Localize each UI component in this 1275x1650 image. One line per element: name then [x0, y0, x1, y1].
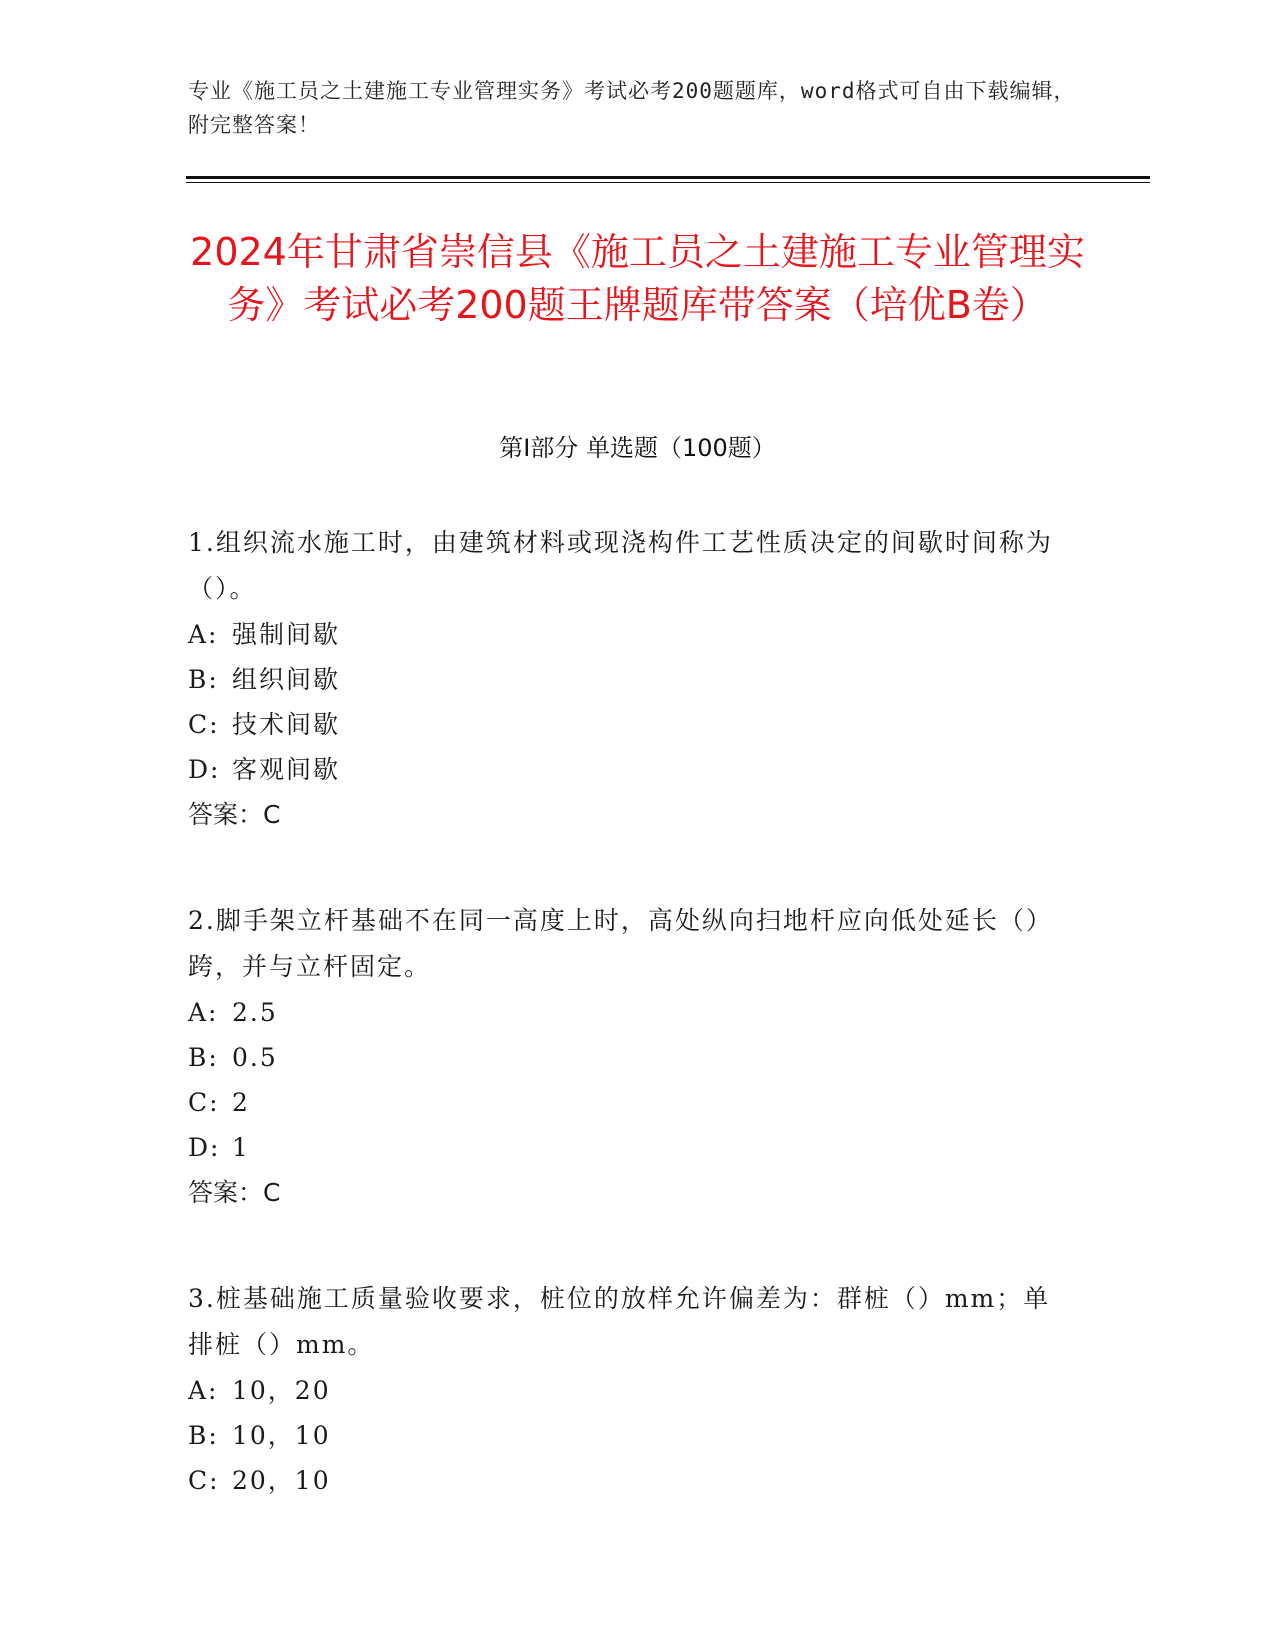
- option-letter: B:: [188, 665, 219, 694]
- option-text: 20，10: [232, 1466, 331, 1495]
- option-letter: B:: [188, 1421, 219, 1450]
- option-b: [188, 1035, 1068, 1080]
- option-letter: D:: [188, 755, 221, 784]
- option-text: 客观间歇: [232, 755, 341, 784]
- question-text: 3.桩基础施工质量验收要求，桩位的放样允许偏差为：群桩（）mm；单排桩（）mm。: [188, 1284, 1051, 1359]
- option-text: 0.5: [232, 1043, 278, 1072]
- question-2: [188, 898, 1068, 1216]
- option-a: [188, 990, 1068, 1035]
- answer-line: 答案：C: [188, 800, 281, 829]
- option-letter: D:: [188, 1133, 221, 1162]
- option-b: [188, 1413, 1068, 1458]
- question-text: 1.组织流水施工时，由建筑材料或现浇构件工艺性质决定的间歇时间称为（）。: [188, 528, 1053, 603]
- question-spacer: [188, 838, 1068, 898]
- option-a: [188, 1368, 1068, 1413]
- option-d: [188, 1125, 1068, 1170]
- option-letter: C:: [188, 1088, 220, 1117]
- option-text: 强制间歇: [232, 620, 341, 649]
- option-c: [188, 702, 1068, 747]
- option-letter: B:: [188, 1043, 219, 1072]
- option-letter: A:: [188, 998, 219, 1027]
- answer-line: 答案：C: [188, 1178, 281, 1207]
- question-1: [188, 520, 1068, 838]
- option-text: 2.5: [232, 998, 278, 1027]
- option-letter: A:: [188, 1376, 219, 1405]
- question-text: 2.脚手架立杆基础不在同一高度上时，高处纵向扫地杆应向低处延长（）跨，并与立杆固定。: [188, 906, 1053, 981]
- question-list: [188, 520, 1068, 1503]
- header-note: 专业《施工员之土建施工专业管理实务》考试必考200题题库，word格式可自由下载编辑，附完整答案！: [188, 79, 1076, 137]
- option-text: 2: [232, 1088, 250, 1117]
- option-text: 组织间歇: [232, 665, 341, 694]
- option-letter: A:: [188, 620, 219, 649]
- section-heading: 第I部分 单选题（100题）: [499, 434, 776, 462]
- option-c: [188, 1458, 1068, 1503]
- option-letter: C:: [188, 710, 220, 739]
- header-rule-thin: [186, 182, 1150, 183]
- option-b: [188, 657, 1068, 702]
- option-a: [188, 612, 1068, 657]
- document-title: 2024年甘肃省崇信县《施工员之土建施工专业管理实务》考试必考200题王牌题库带答案（培优B卷）: [190, 230, 1085, 327]
- header-rule-thick: [186, 176, 1150, 179]
- option-c: [188, 1080, 1068, 1125]
- option-d: [188, 747, 1068, 792]
- option-text: 10，20: [232, 1376, 331, 1405]
- question-3: [188, 1276, 1068, 1503]
- option-text: 10，10: [232, 1421, 331, 1450]
- option-letter: C:: [188, 1466, 220, 1495]
- question-spacer: [188, 1216, 1068, 1276]
- option-text: 技术间歇: [232, 710, 341, 739]
- option-text: 1: [232, 1133, 250, 1162]
